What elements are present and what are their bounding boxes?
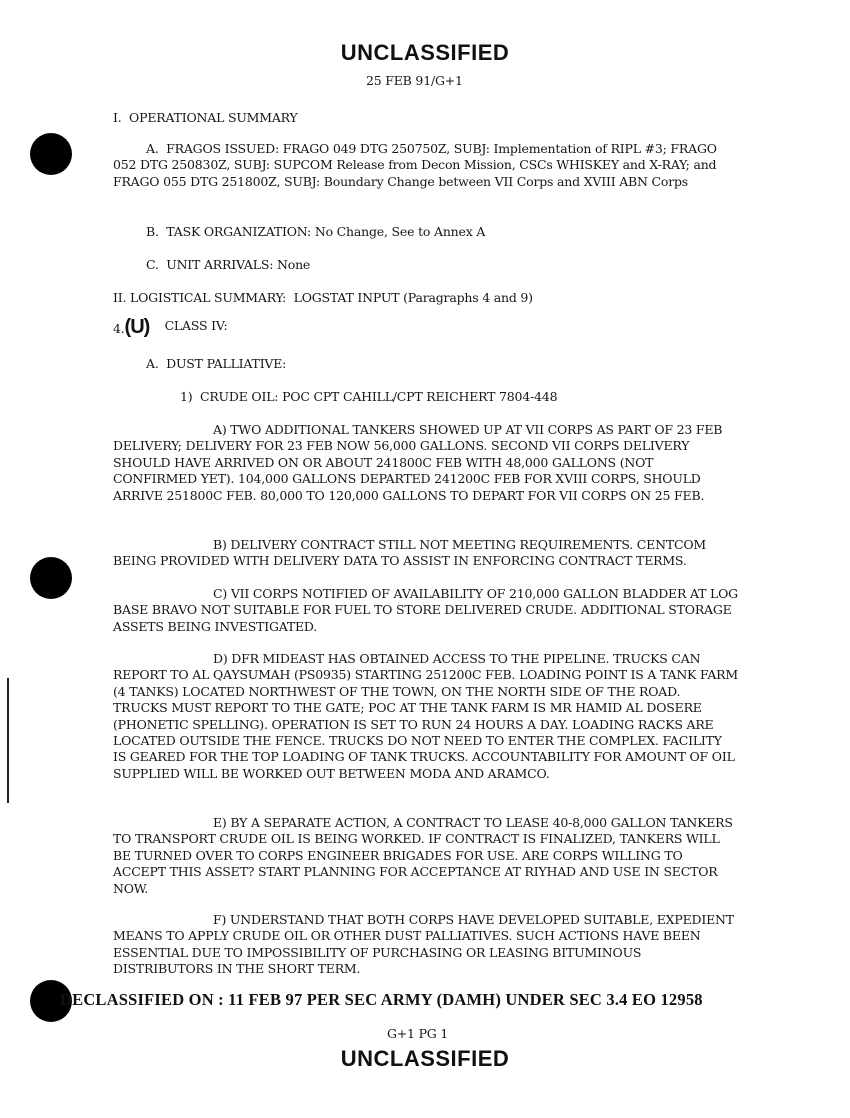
sub-paragraph-e: E) BY A SEPARATE ACTION, A CONTRACT TO LEASE 40-8,000 GALLON TANKERS TO TRANSPORT CRUDE OIL IS BEING WORKED. IF CONTRACT IS FINALIZED, TANKERS WILL BE TURNED OVER TO CORPS ENGINEER BRIGADES FOR USE. ARE CORPS WILLING TO ACCEPT THIS ASSET? START PLANNING FOR ACCEPTANCE AT RIYHAD AND USE IN SECTOR NOW. <box>113 815 733 896</box>
para-4-number: 4. <box>113 321 125 336</box>
crude-oil-line: 1) CRUDE OIL: POC CPT CAHILL/CPT REICHERT 7804-448 <box>180 389 558 404</box>
para-4-title: CLASS IV: <box>164 318 228 333</box>
section-1-heading: I. OPERATIONAL SUMMARY <box>113 110 298 125</box>
classification-footer: UNCLASSIFIED <box>340 1046 510 1071</box>
section-2-heading: II. LOGISTICAL SUMMARY: LOGSTAT INPUT (Paragraphs 4 and 9) <box>113 290 533 305</box>
punch-hole-top <box>30 133 72 175</box>
sub-paragraph-b: B) DELIVERY CONTRACT STILL NOT MEETING REQUIREMENTS. CENTCOM BEING PROVIDED WITH DELIVERY DATA TO ASSIST IN ENFORCING CONTRACT TERMS. <box>113 537 706 569</box>
dust-palliative-line: A. DUST PALLIATIVE: <box>146 356 287 371</box>
sub-paragraph-c: C) VII CORPS NOTIFIED OF AVAILABILITY OF 210,000 GALLON BLADDER AT LOG BASE BRAVO NOT SUITABLE FOR FUEL TO STORE DELIVERED CRUDE. ADDITIONAL STORAGE ASSETS BEING INVESTIGATED. <box>113 586 738 634</box>
classification-header: UNCLASSIFIED <box>340 40 510 65</box>
punch-hole-middle <box>30 557 72 599</box>
declassification-stamp: DECLASSIFIED ON : 11 FEB 97 PER SEC ARMY (DAMH) UNDER SEC 3.4 EO 12958 <box>60 990 703 1009</box>
para-4-classification-mark: (U) <box>124 316 150 338</box>
para-4-line <box>113 316 227 339</box>
page-label: G+1 PG 1 <box>387 1026 449 1041</box>
sub-paragraph-d: D) DFR MIDEAST HAS OBTAINED ACCESS TO THE PIPELINE. TRUCKS CAN REPORT TO AL QAYSUMAH (PS0935) STARTING 251200C FEB. LOADING POINT IS A TANK FARM (4 TANKS) LOCATED NORTHWEST OF THE TOWN, ON THE NORTH SIDE OF THE ROAD. TRUCKS MUST REPORT TO THE GATE; POC AT THE TANK FARM IS MR HAMID AL DOSERE (PHONETIC SPELLING). OPERATION IS SET TO RUN 24 HOURS A DAY. LOADING RACKS ARE LOCATED OUTSIDE THE FENCE. TRUCKS DO NOT NEED TO ENTER THE COMPLEX. FACILITY IS GEARED FOR THE TOP LOADING OF TANK TRUCKS. ACCOUNTABILITY FOR AMOUNT OF OIL SUPPLIED WILL BE WORKED OUT BETWEEN MODA AND ARAMCO. <box>113 651 738 781</box>
sub-paragraph-a: A) TWO ADDITIONAL TANKERS SHOWED UP AT VII CORPS AS PART OF 23 FEB DELIVERY; DELIVERY FOR 23 FEB NOW 56,000 GALLONS. SECOND VII CORPS DELIVERY SHOULD HAVE ARRIVED ON OR ABOUT 241800C FEB WITH 48,000 GALLONS (NOT CONFIRMED YET). 104,000 GALLONS DEPARTED 241200C FEB FOR XVIII CORPS, SHOULD ARRIVE 251800C FEB. 80,000 TO 120,000 GALLONS TO DEPART FOR VII CORPS ON 25 FEB. <box>113 422 723 503</box>
section-1-a-text: FRAGOS ISSUED: FRAGO 049 DTG 250750Z, SUBJ: Implementation of RIPL #3; FRAGO 052 DTG 250830Z, SUBJ: SUPCOM Release from Decon Mission, CSCs WHISKEY and X-RAY; and FRAGO 055 DTG 251800Z, SUBJ: Boundary Change between VII Corps and XVIII ABN Corps <box>113 141 717 189</box>
section-1-b-line: B. TASK ORGANIZATION: No Change, See to Annex A <box>146 224 486 239</box>
section-1-a-label: A. <box>146 141 159 156</box>
section-1-c-line: C. UNIT ARRIVALS: None <box>146 257 311 272</box>
section-1-a-paragraph <box>113 141 738 190</box>
sub-paragraph-f: F) UNDERSTAND THAT BOTH CORPS HAVE DEVELOPED SUITABLE, EXPEDIENT MEANS TO APPLY CRUDE OIL OR OTHER DUST PALLIATIVES. SUCH ACTIONS HAVE BEEN ESSENTIAL DUE TO IMPOSSIBILITY OF PURCHASING OR LEASING BITUMINOUS DISTRIBUTORS IN THE SHORT TERM. <box>113 912 734 977</box>
margin-line <box>7 678 9 803</box>
date-line: 25 FEB 91/G+1 <box>366 73 463 88</box>
